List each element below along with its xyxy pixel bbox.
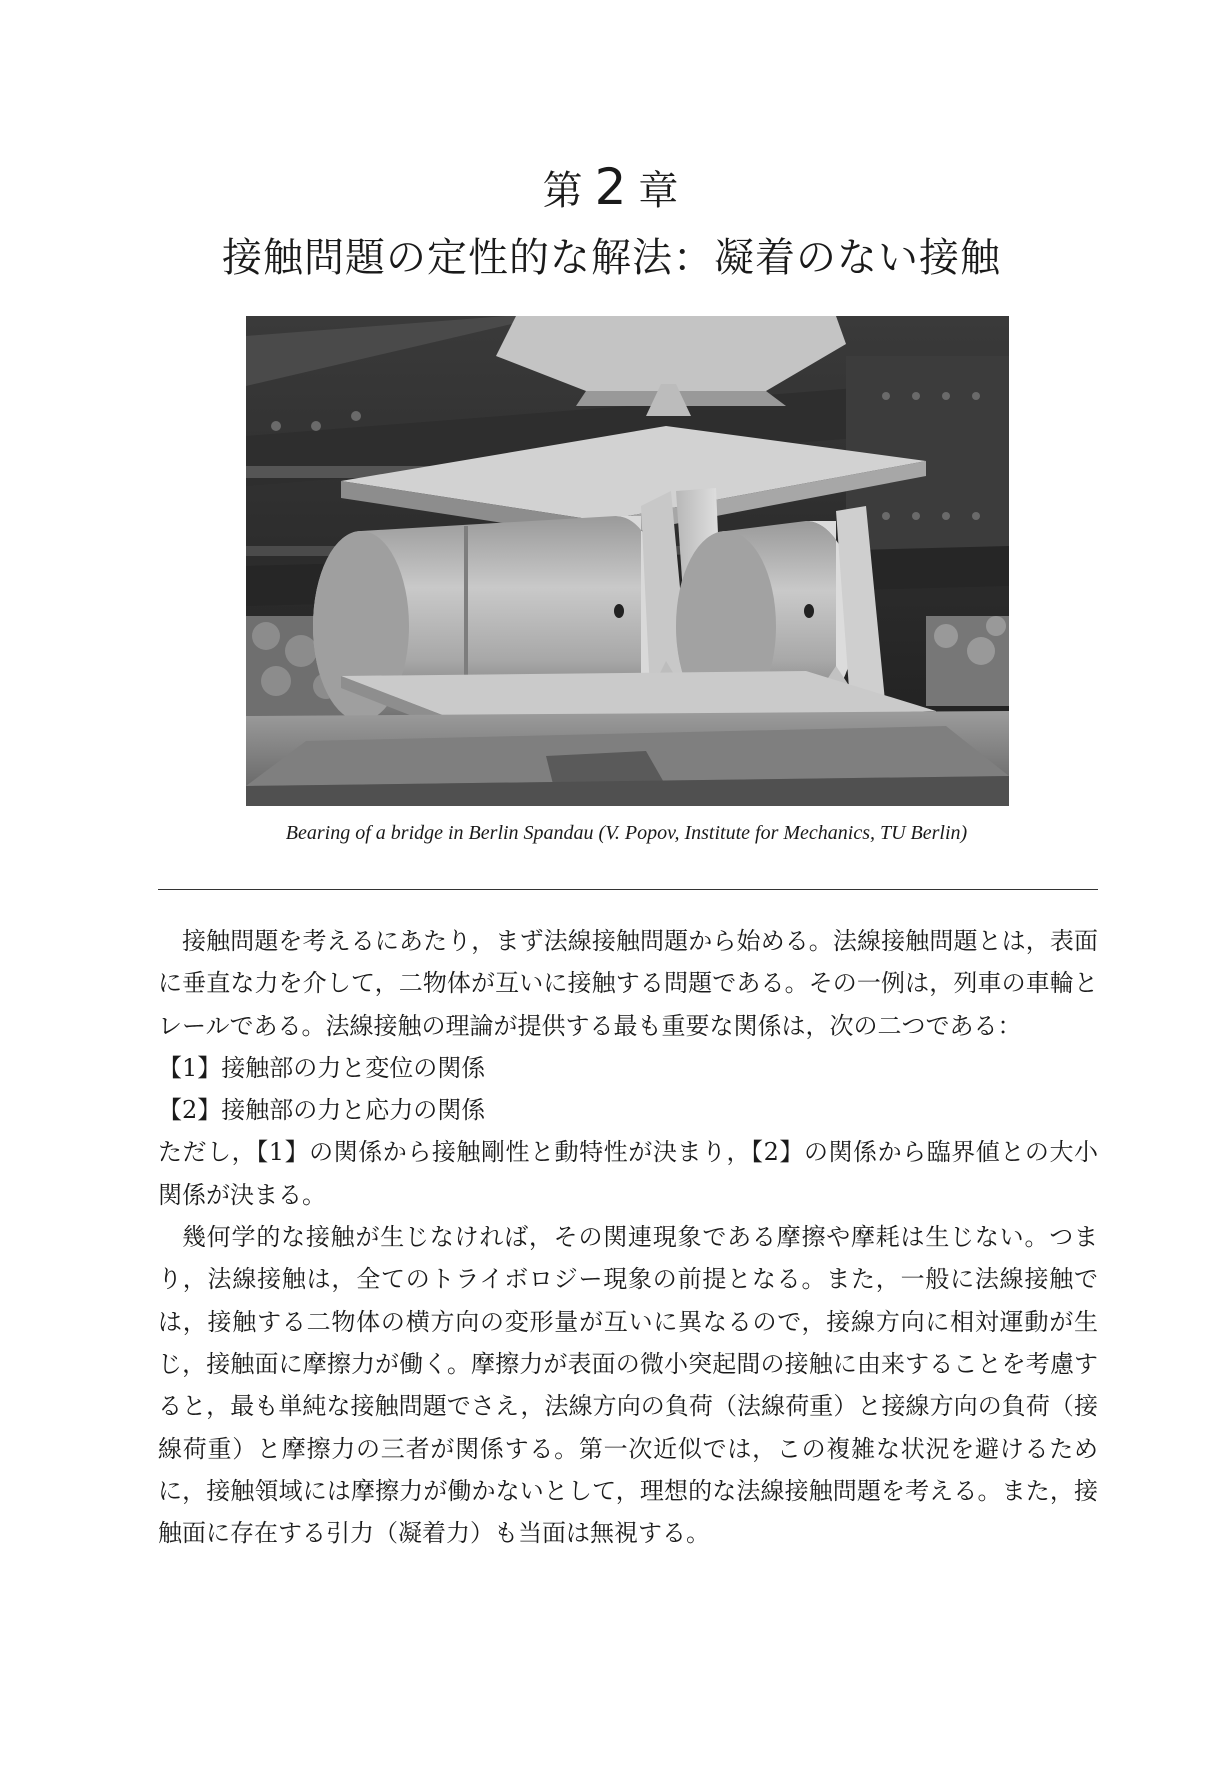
body-text bbox=[158, 920, 1098, 1554]
paragraph-1: 接触問題を考えるにあたり，まず法線接触問題から始める。法線接触問題とは，表面に垂直な力を介して，二物体が互いに接触する問題である。その一例は，列車の車輪とレールである。法線接触の理論が提供する最も重要な関係は，次の二つである： bbox=[158, 927, 1098, 1040]
chapter-title: 接触問題の定性的な解法：凝着のない接触 bbox=[222, 235, 1001, 281]
list-item-2: 【2】接触部の力と応力の関係 bbox=[158, 1096, 486, 1125]
paragraph-3: 幾何学的な接触が生じなければ，その関連現象である摩擦や摩耗は生じない。つまり，法線接触は，全てのトライボロジー現象の前提となる。また，一般に法線接触では，接触する二物体の横方向の変形量が互いに異なるので，接線方向に相対運動が生じ，接触面に摩擦力が働く。摩擦力が表面の微小突起間の接触に由来することを考慮すると，最も単純な接触問題でさえ，法線方向の負荷（法線荷重）と接線方向の負荷（接線荷重）と摩擦力の三者が関係する。第一次近似では，この複雑な状況を避けるために，接触領域には摩擦力が働かないとして，理想的な法線接触問題を考える。また，接触面に存在する引力（凝着力）も当面は無視する。 bbox=[158, 1223, 1098, 1548]
chapter-suffix: 章 bbox=[638, 168, 681, 214]
bridge-bearing-photo bbox=[246, 316, 1009, 806]
figure-caption: Bearing of a bridge in Berlin Spandau (V. Popov, Institute for Mechanics, TU Berlin) bbox=[285, 822, 968, 844]
chapter-number-value: 2 bbox=[594, 158, 629, 216]
list-item-1: 【1】接触部の力と変位の関係 bbox=[158, 1053, 486, 1082]
chapter-prefix: 第 bbox=[542, 168, 585, 214]
divider-rule bbox=[158, 889, 1098, 890]
chapter-number bbox=[0, 158, 1223, 216]
paragraph-2: ただし，【1】の関係から接触剛性と動特性が決まり，【2】の関係から臨界値との大小関係が決まる。 bbox=[158, 1138, 1098, 1209]
